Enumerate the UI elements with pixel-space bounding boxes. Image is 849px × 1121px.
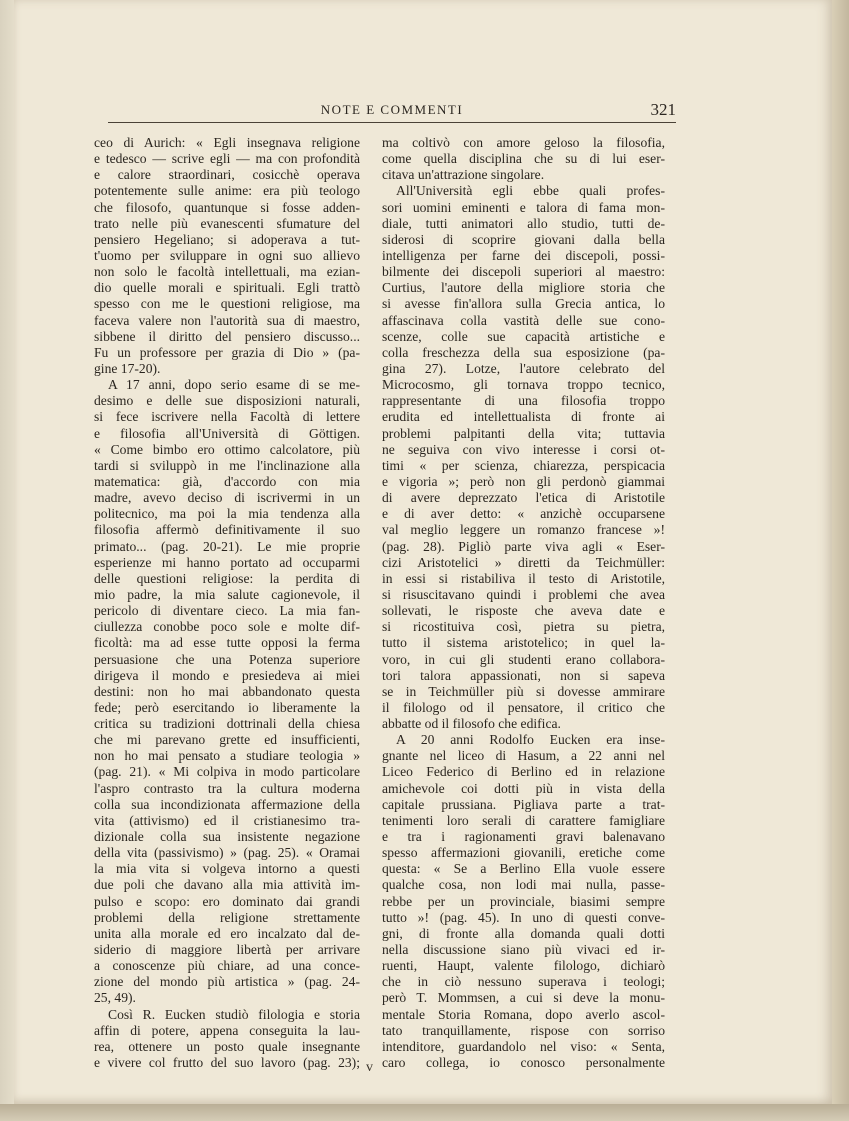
text-line: critica su tradizioni dottrinali della chiesa (94, 716, 360, 732)
text-line: erudita ed intellettualista di fronte ai (382, 409, 665, 425)
text-line: potentemente sulle anime: era più teologo (94, 183, 360, 199)
text-line: Liceo Federico di Berlino ed in relazione (382, 764, 665, 780)
text-line: e di aver detto: « anzichè occuparsene (382, 506, 665, 522)
text-line: colla freschezza della sua esposizione (pa- (382, 344, 665, 360)
text-line: delle questioni religiose: la perdita di (94, 570, 360, 586)
text-line: che mi parevano grette ed insufficienti, (94, 732, 360, 748)
text-line: si fece iscrivere nella Facoltà di lettere (94, 409, 360, 425)
text-line: cizi Aristotelici » diretti da Teichmüller: (382, 554, 665, 570)
text-line: fede; però esercitando io liberamente la (94, 699, 360, 715)
text-line: faceva valere non l'autorità sua di maestro, (94, 312, 360, 328)
text-line: non solo le facoltà intellettuali, ma ezian- (94, 264, 360, 280)
text-line: Curtius, l'autore della migliore storia che (382, 280, 665, 296)
running-header (108, 100, 676, 122)
text-line: che filosofo, quantunque si fosse adden- (94, 199, 360, 215)
text-line: rea, ottenere un posto quale insegnante (94, 1038, 360, 1054)
text-line: timi « per scienza, chiarezza, perspicacia (382, 457, 665, 473)
text-line: colla sua incondizionata affermazione della (94, 796, 360, 812)
text-line: se in Teichmüller più si dovesse ammirare (382, 683, 665, 699)
text-line: rebbe per un provinciale, biasimi sempre (382, 893, 665, 909)
text-line: sollevati, le risposte che aveva date e (382, 603, 665, 619)
text-line: in essi si ristabiliva il testo di Aristotile, (382, 570, 665, 586)
text-line: caro collega, io conosco personalmente (382, 1055, 665, 1071)
text-line: A 17 anni, dopo serio esame di se me- (108, 377, 360, 393)
page-number: 321 (650, 100, 676, 119)
text-line: e tedesco — scrive egli — ma con profondità (94, 151, 360, 167)
text-line: primato... (pag. 20-21). Le mie proprie (94, 538, 360, 554)
text-line: « Come bimbo ero ottimo calcolatore, più (94, 441, 360, 457)
text-line: affin di potere, appena conseguita la lau- (94, 1022, 360, 1038)
text-line: affascinava colla vastità delle sue cono- (382, 312, 665, 328)
running-title: NOTE E COMMENTI (320, 102, 464, 117)
text-line: pensiero Hegeliano; si adoperava a tut- (94, 231, 360, 247)
text-line: tutto »! (pag. 45). In uno di questi conve- (382, 909, 665, 925)
text-line: val meglio leggere un romanzo francese »! (382, 522, 665, 538)
text-line: problemi palpitanti della vita; tuttavia (382, 425, 665, 441)
text-line: dirigeva il mondo e presiedeva ai miei (94, 667, 360, 683)
text-line: madre, avevo deciso di iscrivermi in un (94, 490, 360, 506)
text-line: siderosi di scoprire giovani dalla bella (382, 231, 665, 247)
text-line: però T. Mommsen, a cui si deve la monu- (382, 990, 665, 1006)
text-line: citava un'attrazione singolare. (382, 167, 545, 183)
text-line: due poli che davano alla mia attività im- (94, 877, 360, 893)
text-line: destini: non ho mai abbandonato questa (94, 683, 360, 699)
text-line: dio quelle morali e spirituali. Egli trattò (94, 280, 360, 296)
text-line: spesso affermazioni giovanili, eretiche come (382, 845, 665, 861)
text-line: trato nelle più evanescenti sfumature del (94, 215, 360, 231)
text-line: bilmente dei discepoli superiori al maestro: (382, 264, 665, 280)
text-line: la mia vita si volgeva intorno a questi (94, 861, 360, 877)
text-line: ne seguiva con vivo interesse i corsi ot- (382, 441, 665, 457)
text-line: gina 27). Lotze, l'autore celebrato del (382, 360, 665, 376)
text-line: qualche cosa, non lodi mai nulla, passe- (382, 877, 665, 893)
text-line: tori talora appassionati, non si sapeva (382, 667, 665, 683)
text-line: matematica: già, d'accordo con mia (94, 473, 360, 489)
text-line: e calore straordinari, cosicchè operava (94, 167, 360, 183)
text-column-right (382, 135, 665, 1071)
text-line: ma coltivò con amore geloso la filosofia, (382, 135, 665, 150)
text-line: della vita (passivismo) » (pag. 25). « Oramai (94, 845, 360, 861)
text-line: e filosofia all'Università di Göttigen. (94, 425, 360, 441)
text-line: sibbene il diritto del pensiero discusso... (94, 328, 360, 344)
text-line: intelligenza per farne dei discepoli, possi- (382, 247, 665, 263)
text-line: e tra i ragionamenti gravi balenavano (382, 829, 665, 845)
text-line: l'aspro contrasto tra la cultura moderna (94, 780, 360, 796)
text-line: e vivere col frutto del suo lavoro (pag. 23); (94, 1055, 360, 1071)
text-line: ficoltà: ma ad esse tutte opposi la ferma (94, 635, 360, 651)
text-line: (pag. 21). « Mi colpiva in modo particolare (94, 764, 360, 780)
text-line: politecnico, ma poi la mia tendenza alla (94, 506, 360, 522)
text-line: Così R. Eucken studiò filologia e storia (108, 1006, 360, 1022)
text-line: ciullezza conobbe poco sole e molte dif- (94, 619, 360, 635)
text-line: siderio di maggiore libertà per arrivare (94, 942, 360, 958)
text-line: desimo e delle sue disposizioni naturali, (94, 393, 360, 409)
text-line: Fu un professore per grazia di Dio » (pa- (94, 344, 360, 360)
text-line: tardi si sviluppò in me l'inclinazione alla (94, 457, 360, 473)
text-line: mentale Storia Romana, dopo averlo ascol- (382, 1006, 665, 1022)
text-line: (pag. 28). Pigliò parte viva agli « Eser- (382, 538, 665, 554)
text-line: questa: « Se a Berlino Ella vuole essere (382, 861, 665, 877)
text-line: t'uomo per sviluppare in ogni suo allievo (94, 247, 360, 263)
text-line: unita alla morale ed ero incalzato dal de- (94, 925, 360, 941)
text-line: filosofia affermò definitivamente il suo (94, 522, 360, 538)
text-line: intenditore, guardandolo nel viso: « Senta, (382, 1038, 665, 1054)
text-line: si avesse fin'allora sulla Grecia antica, lo (382, 296, 665, 312)
text-line: dizionale colla sua insistente negazione (94, 829, 360, 845)
text-line: nella discussione siano più vivaci ed ir- (382, 942, 665, 958)
text-line: mio padre, la mia salute cagionevole, il (94, 586, 360, 602)
text-line: esperienze mi hanno portato ad occuparmi (94, 554, 360, 570)
text-line: zione del mondo più artistica » (pag. 24- (94, 974, 360, 990)
text-line: spesso con me le questioni religiose, ma (94, 296, 360, 312)
text-line: il filologo od il pensatore, il critico che (382, 699, 665, 715)
text-line: capitale prussiana. Pigliava parte a trat- (382, 796, 665, 812)
text-line: come quella disciplina che su di lui eser- (382, 151, 665, 167)
text-line: problemi della religione strettamente (94, 909, 360, 925)
text-line: gni, di fronte alla domanda quali dotti (382, 925, 665, 941)
text-line: gine 17-20). (94, 360, 161, 376)
text-line: si ricostituiva così, pietra su pietra, (382, 619, 665, 635)
text-line: Microcosmo, gli tornava troppo tecnico, (382, 377, 665, 393)
text-line: 25, 49). (94, 990, 136, 1006)
text-line: tato tranquillamente, rispose con sorriso (382, 1022, 665, 1038)
page-edge-right (832, 0, 849, 1104)
signature-mark: v (366, 1060, 373, 1075)
text-line: persuasione che una Potenza superiore (94, 651, 360, 667)
text-line: tenimenti loro serali di carattere famigliare (382, 812, 665, 828)
text-line: tutto il sistema aristotelico; in quel la- (382, 635, 665, 651)
text-line: pericolo di diventare cieco. La mia fan- (94, 603, 360, 619)
header-rule (108, 122, 676, 123)
text-line: di avere deprezzato l'etica di Aristotile (382, 490, 665, 506)
text-line: diale, tutti animatori allo studio, tutti de- (382, 215, 665, 231)
text-line: a conoscenze più chiare, ad una conce- (94, 958, 360, 974)
text-line: voro, in cui gli studenti erano collabora- (382, 651, 665, 667)
text-line: gnante nel liceo di Hasum, a 22 anni nel (382, 748, 665, 764)
text-line: scenze, colle sue capacità artistiche e (382, 328, 665, 344)
text-line: non ho mai pensato a studiare teologia » (94, 748, 360, 764)
text-line: sori uomini eminenti e talora di fama mon- (382, 199, 665, 215)
text-line: ceo di Aurich: « Egli insegnava religione (94, 135, 360, 150)
page-edge-left (0, 0, 14, 1121)
text-line: abbatte od il filosofo che edifica. (382, 716, 561, 732)
text-line: rappresentante di una filosofia troppo (382, 393, 665, 409)
text-column-left (94, 135, 360, 1071)
text-line: si risuscitavano quindi i problemi che avea (382, 586, 665, 602)
text-line: che in ciò nessuno superava i teologi; (382, 974, 665, 990)
text-line: e vigoria »; però non gli perdonò giammai (382, 473, 665, 489)
text-line: All'Università egli ebbe quali profes- (396, 183, 665, 199)
text-line: ruenti, Haupt, valente filologo, dichiarò (382, 958, 665, 974)
text-line: A 20 anni Rodolfo Eucken era inse- (396, 732, 665, 748)
text-line: vita (attivismo) ed il cristianesimo tra- (94, 812, 360, 828)
text-line: pulso e scopo: ero dominato dai grandi (94, 893, 360, 909)
page-edge-bottom (0, 1104, 849, 1121)
text-line: amichevole coi dotti più in vista della (382, 780, 665, 796)
